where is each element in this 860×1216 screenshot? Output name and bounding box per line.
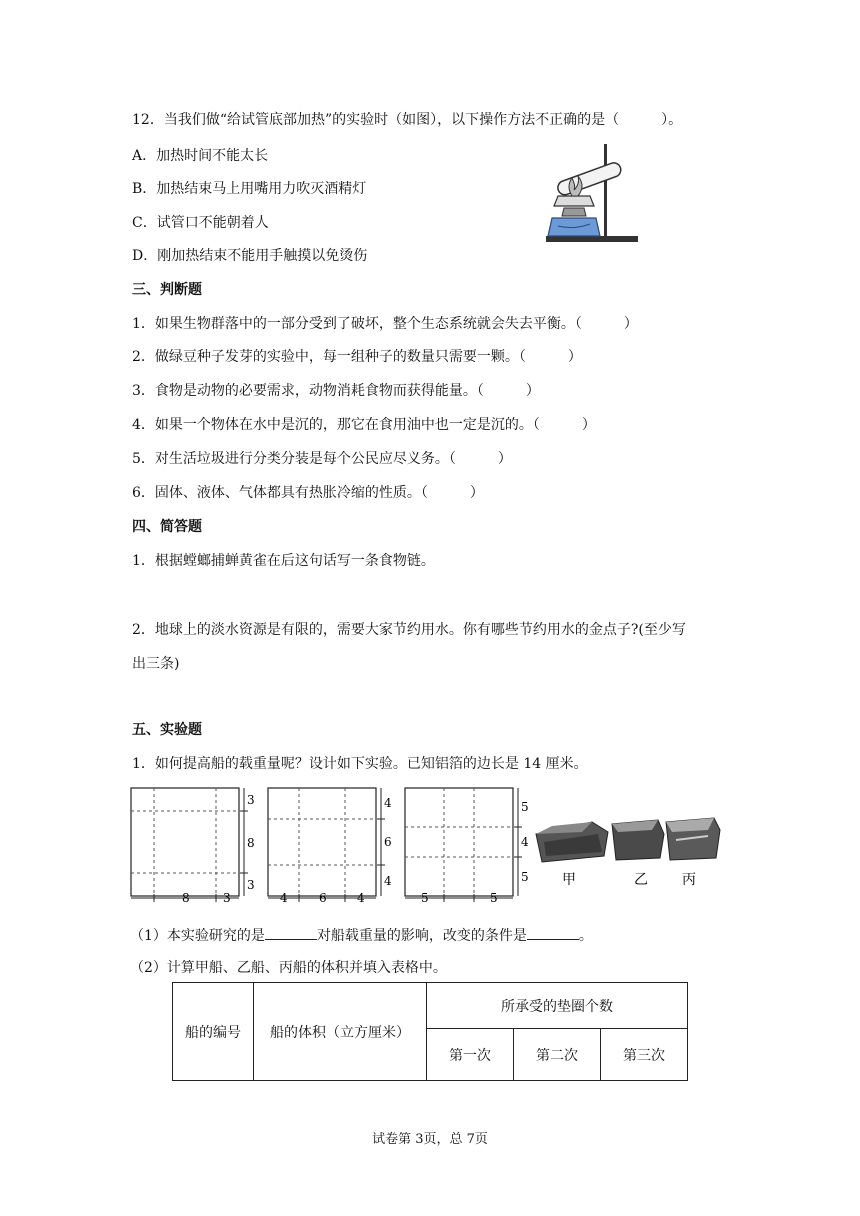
judge-item-3: 3．食物是动物的必要需求，动物消耗食物而获得能量。（ ） xyxy=(132,383,540,399)
judge-item-2: 2．做绿豆种子发芽的实验中，每一组种子的数量只需要一颗。（ ） xyxy=(132,349,582,365)
fold-diagram-1 xyxy=(130,787,256,905)
d2-right-label-3: 4 xyxy=(384,874,392,888)
short-answer-q2-line2: 出三条) xyxy=(132,656,180,672)
d2-right-label-1: 4 xyxy=(384,796,392,810)
experiment-sub1 xyxy=(130,925,593,946)
d3-right-label-2: 4 xyxy=(521,835,529,849)
section-5-title: 五、实验题 xyxy=(132,722,202,738)
d1-bottom-label-1: 8 xyxy=(182,891,190,905)
boat-photos xyxy=(532,812,722,892)
d3-bottom-label-1: 5 xyxy=(421,891,429,905)
fold-diagram-2 xyxy=(267,787,393,905)
d1-bottom-label-2: 3 xyxy=(223,891,231,905)
d2-right-label-2: 6 xyxy=(384,835,392,849)
section-4-title: 四、简答题 xyxy=(132,519,202,535)
judge-item-1: 1．如果生物群落中的一部分受到了破坏，整个生态系统就会失去平衡。（ ） xyxy=(132,316,638,332)
d3-right-label-1: 5 xyxy=(521,800,529,814)
table-header-washers: 所承受的垫圈个数 xyxy=(427,983,688,1029)
d1-right-label-1: 3 xyxy=(247,793,255,807)
sub1-text-b: 对船载重量的影响，改变的条件是 xyxy=(316,928,527,944)
short-answer-q1: 1．根据螳螂捕蝉黄雀在后这句话写一条食物链。 xyxy=(132,553,435,569)
d2-bottom-label-2: 6 xyxy=(319,891,327,905)
q12-option-a[interactable]: A．加热时间不能太长 xyxy=(132,148,269,164)
sub1-blank-2[interactable] xyxy=(527,925,579,940)
judge-item-5: 5．对生活垃圾进行分类分装是每个公民应尽义务。（ ） xyxy=(132,451,512,467)
d2-bottom-label-3: 4 xyxy=(357,891,365,905)
table-header-trial-3: 第三次 xyxy=(601,1029,688,1081)
section-3-title: 三、判断题 xyxy=(132,282,202,298)
boat-volume-table xyxy=(172,982,688,1081)
d1-right-label-3: 3 xyxy=(247,878,255,892)
short-answer-q2-line1: 2．地球上的淡水资源是有限的，需要大家节约用水。你有哪些节约用水的金点子?(至少写 xyxy=(132,622,686,638)
d1-right-label-2: 8 xyxy=(247,836,255,850)
sub1-blank-1[interactable] xyxy=(265,925,317,940)
boat-jia-photo xyxy=(536,822,608,862)
d2-bottom-label-1: 4 xyxy=(280,891,288,905)
d3-right-label-3: 5 xyxy=(521,870,529,884)
table-header-volume: 船的体积（立方厘米） xyxy=(254,983,427,1081)
judge-item-6: 6．固体、液体、气体都具有热胀冷缩的性质。（ ） xyxy=(132,485,484,501)
boat-bing-photo xyxy=(666,818,720,860)
sub1-text-c: 。 xyxy=(578,928,593,944)
test-tube-heating-illustration xyxy=(540,140,670,246)
q12-option-d[interactable]: D．刚加热结束不能用手触摸以免烫伤 xyxy=(132,248,368,264)
fold-diagram-3 xyxy=(404,787,530,905)
boat-label-bing: 丙 xyxy=(682,872,696,888)
d3-bottom-label-2: 5 xyxy=(490,891,498,905)
experiment-sub2: （2）计算甲船、乙船、丙船的体积并填入表格中。 xyxy=(130,960,447,976)
page-footer: 试卷第 3页，总 7页 xyxy=(372,1132,488,1147)
q12-option-b[interactable]: B．加热结束马上用嘴用力吹灭酒精灯 xyxy=(132,181,367,197)
judge-item-4: 4．如果一个物体在水中是沉的，那它在食用油中也一定是沉的。（ ） xyxy=(132,417,596,433)
table-header-id: 船的编号 xyxy=(173,983,254,1081)
q12-option-c[interactable]: C．试管口不能朝着人 xyxy=(132,215,269,231)
boat-label-yi: 乙 xyxy=(634,872,648,888)
boat-yi-photo xyxy=(612,820,664,860)
sub1-text-a: （1）本实验研究的是 xyxy=(130,928,265,944)
boat-label-jia: 甲 xyxy=(562,872,576,888)
table-header-trial-1: 第一次 xyxy=(427,1029,514,1081)
experiment-q1: 1．如何提高船的载重量呢？设计如下实验。已知铝箔的边长是 14 厘米。 xyxy=(132,756,588,772)
table-header-trial-2: 第二次 xyxy=(514,1029,601,1081)
q12-stem: 12．当我们做“给试管底部加热”的实验时（如图），以下操作方法不正确的是（ ）。 xyxy=(132,112,683,128)
